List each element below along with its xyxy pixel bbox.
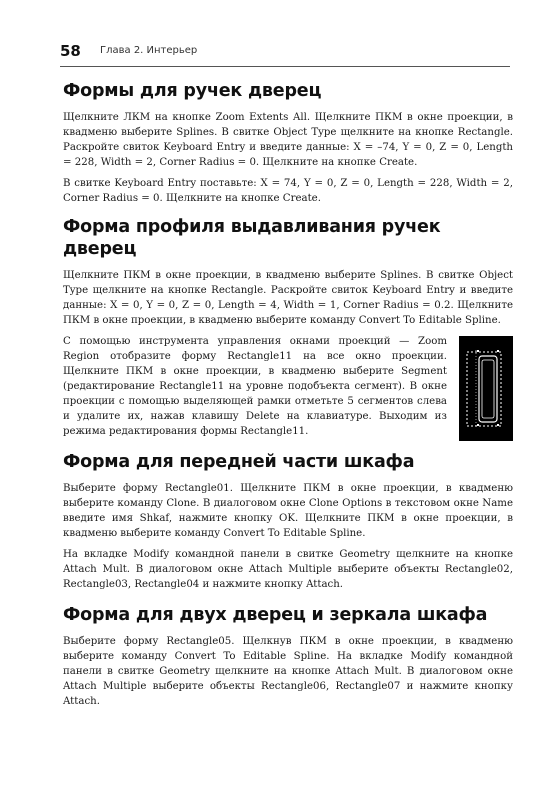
section-title: Форма для передней части шкафа: [63, 452, 415, 472]
header-rule: [60, 66, 510, 67]
page-body: [63, 72, 513, 715]
page-header: [60, 42, 510, 62]
paragraph: Выберите форму Rectangle01. Щелкните ПКМ в окне проекции, в квадменю выберите команду Clone. В диалоговом окне Clone Options в текстовом окне Name введите имя Shkaf, нажмите кнопку OK. Щелкните ПКМ в окне проекции, в квадменю выберите команду Convert To Editable Spline.: [63, 483, 513, 539]
page-number: 58: [60, 42, 81, 60]
section-title: Формы для ручек дверец: [63, 81, 322, 101]
section-door-handle-shapes: [63, 80, 513, 206]
paragraph: На вкладке Modify командной панели в свитке Geometry щелкните на кнопке Attach Mult. В диалоговом окне Attach Multiple выберите объекты Rectangle02, Rectangle03, Rectangle04 и нажмите кнопку Attach.: [63, 549, 513, 590]
paragraph: С помощью инструмента управления окнами проекций — Zoom Region отобразите форму Rectangle11 на все окно проекции. Щелкните ПКМ в окне проекции, в квадменю выберите Segment (редактирование Rectangle11 на уровне подобъекта сегмент). В окне проекции с помощью выделяющей рамки отметьте 5 сегментов слева и удалите их, нажав клавишу Delete на клавиатуре. Выходим из режима редактирования формы Rectangle11.: [63, 336, 447, 437]
section-doors-and-mirror: [63, 604, 513, 709]
paragraph: Щелкните ПКМ в окне проекции, в квадменю выберите Splines. В свитке Object Type щелкните на кнопке Rectangle. Раскройте свиток Keyboard Entry и введите данные: X = 0, Y = 0, Z = 0, Length = 4, Width = 1, Corner Radius = 0.2. Щелкните ПКМ в окне проекции, в квадменю выберите команду Convert To Editable Spline.: [63, 270, 513, 326]
profile-shape-graphic: [459, 336, 513, 441]
section-handle-extrude-profile: [63, 216, 513, 441]
section-title: Форма для двух дверец и зеркала шкафа: [63, 605, 488, 625]
paragraph: Выберите форму Rectangle05. Щелкнув ПКМ в окне проекции, в квадменю выберите команду Convert To Editable Spline. На вкладке Modify командной панели в свитке Geometry щелкните на кнопке Attach Mult. В диалоговом окне Attach Multiple выберите объекты Rectangle06, Rectangle07 и нажмите кнопку Attach.: [63, 636, 513, 707]
profile-viewport-figure: [459, 336, 513, 441]
section-cabinet-front: [63, 451, 513, 592]
paragraph-with-figure: [63, 334, 513, 441]
section-title: Форма профиля выдавливания ручек дверец: [63, 217, 441, 259]
paragraph: В свитке Keyboard Entry поставьте: X = 74, Y = 0, Z = 0, Length = 228, Width = 2, Corner Radius = 0. Щелкните на кнопке Create.: [63, 178, 513, 204]
paragraph: Щелкните ЛКМ на кнопке Zoom Extents All. Щелкните ПКМ в окне проекции, в квадменю выберите Splines. В свитке Object Type щелкните на кнопке Rectangle. Раскройте свиток Keyboard Entry и введите данные: X = –74, Y = 0, Z = 0, Length = 228, Width = 2, Corner Radius = 0. Щелкните на кнопке Create.: [63, 112, 513, 168]
running-head: Глава 2. Интерьер: [100, 45, 198, 56]
